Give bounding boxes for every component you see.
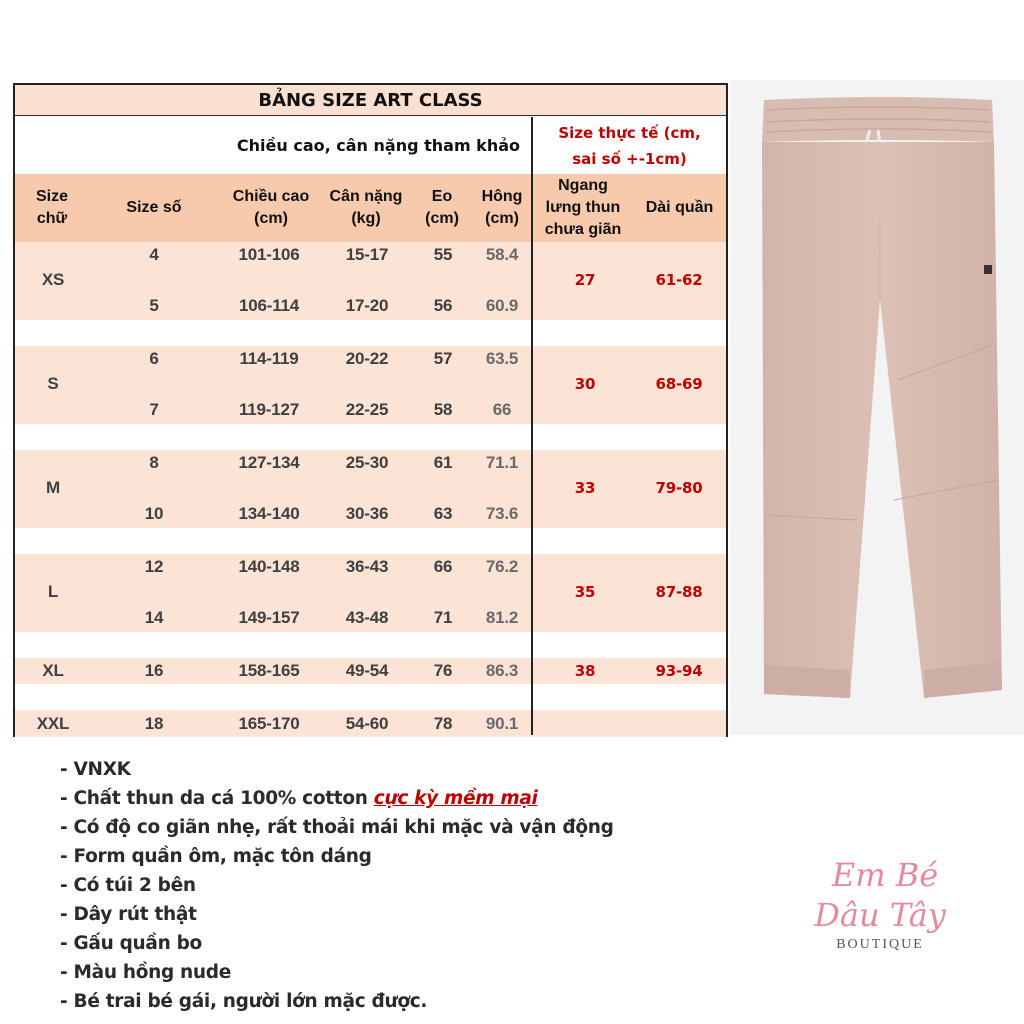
table-title: BẢNG SIZE ART CLASS	[15, 85, 726, 116]
size-number: 6	[149, 349, 159, 368]
waist-value: 58	[433, 400, 453, 419]
weight-range: 49-54	[345, 661, 389, 680]
waist-value: 57	[433, 349, 453, 368]
height-range: 119-127	[238, 400, 300, 419]
length-value: 87-88	[655, 583, 703, 601]
hip-value: 86.3	[485, 661, 519, 680]
height-range: 127-134	[238, 453, 300, 472]
hip-value: 58.4	[485, 245, 519, 264]
height-range: 106-114	[238, 296, 300, 315]
feature-emphasis: cực kỳ mềm mại	[373, 788, 538, 809]
weight-range: 15-17	[345, 245, 389, 264]
height-range: 149-157	[238, 608, 300, 627]
product-photo	[730, 80, 1024, 735]
waist-value: 78	[433, 714, 453, 733]
weight-range: 22-25	[345, 400, 389, 419]
length-value: 79-80	[655, 479, 703, 497]
height-range: 101-106	[238, 245, 300, 264]
size-number: 7	[149, 400, 159, 419]
weight-range: 30-36	[345, 504, 389, 523]
hip-value: 73.6	[485, 504, 519, 523]
waistband-value: 27	[574, 271, 596, 289]
size-letter: L	[47, 582, 59, 601]
header-height: Chiều cao (cm)	[232, 188, 310, 227]
waist-value: 71	[433, 608, 453, 627]
column-headers	[15, 174, 726, 242]
hip-value: 81.2	[485, 608, 519, 627]
header-size-letter: Size chữ	[35, 188, 68, 227]
feature-item: - Màu hồng nude	[60, 962, 231, 983]
header-waistband: Ngang lưng thun chưa giãn	[544, 177, 622, 238]
height-range: 134-140	[238, 504, 300, 523]
jogger-pants-image	[730, 80, 1024, 735]
length-value: 68-69	[655, 375, 703, 393]
height-range: 165-170	[238, 714, 300, 733]
feature-item: - Có túi 2 bên	[60, 875, 196, 896]
length-value: 93-94	[655, 662, 703, 680]
brand-subtitle: BOUTIQUE	[836, 937, 924, 952]
brand-name-line2: Dâu Tây	[814, 896, 946, 934]
waist-value: 76	[433, 661, 453, 680]
hip-value: 60.9	[485, 296, 519, 315]
actual-size-label-line1: Size thực tế (cm,	[558, 123, 701, 142]
header-hip: Hông (cm)	[481, 188, 523, 227]
hip-value: 63.5	[485, 349, 519, 368]
brand-name-line1: Em Bé	[831, 856, 939, 894]
weight-range: 17-20	[345, 296, 389, 315]
waistband-value: 33	[574, 479, 596, 497]
size-letter: XXL	[36, 714, 70, 733]
feature-item: - Bé trai bé gái, người lớn mặc được.	[60, 991, 428, 1012]
header-length: Dài quần	[645, 199, 714, 216]
size-number: 16	[144, 661, 164, 680]
weight-range: 43-48	[345, 608, 389, 627]
size-number: 18	[144, 714, 164, 733]
waist-value: 63	[433, 504, 453, 523]
actual-size-label-line2: sai số +-1cm)	[572, 149, 687, 168]
column-divider	[531, 117, 533, 735]
waistband-value: 35	[574, 583, 596, 601]
hip-value: 71.1	[485, 453, 519, 472]
waistband-value: 38	[574, 662, 596, 680]
feature-item: - Form quần ôm, mặc tôn dáng	[60, 846, 372, 867]
waist-value: 66	[433, 557, 453, 576]
waist-value: 55	[433, 245, 453, 264]
waistband-value: 30	[574, 375, 596, 393]
brand-logo	[780, 855, 980, 970]
weight-range: 36-43	[345, 557, 389, 576]
length-value: 61-62	[655, 271, 703, 289]
weight-range: 25-30	[345, 453, 389, 472]
hip-value: 66	[492, 400, 512, 419]
size-table	[13, 83, 728, 737]
feature-item: - Gấu quần bo	[60, 933, 202, 954]
header-size-number: Size số	[126, 199, 182, 216]
actual-size-label	[533, 117, 726, 174]
weight-range: 20-22	[345, 349, 389, 368]
height-range: 158-165	[238, 661, 300, 680]
waist-value: 61	[433, 453, 453, 472]
size-letter: M	[46, 478, 60, 497]
size-letter: XL	[42, 661, 64, 680]
size-letter: S	[47, 374, 59, 393]
size-number: 14	[144, 608, 164, 627]
waist-value: 56	[433, 296, 453, 315]
weight-range: 54-60	[345, 714, 389, 733]
size-number: 12	[144, 557, 164, 576]
feature-list	[60, 755, 700, 1016]
header-waist: Eo (cm)	[425, 188, 459, 227]
size-letter: XS	[41, 270, 65, 289]
hip-value: 76.2	[485, 557, 519, 576]
size-number: 10	[144, 504, 164, 523]
reference-label: Chiều cao, cân nặng tham khảo	[15, 117, 532, 174]
size-number: 5	[149, 296, 159, 315]
hip-value: 90.1	[485, 714, 519, 733]
feature-item: - Dây rút thật	[60, 904, 197, 925]
size-number: 4	[149, 245, 159, 264]
feature-item: - Có độ co giãn nhẹ, rất thoải mái khi mặc và vận động	[60, 817, 614, 838]
header-weight: Cân nặng (kg)	[329, 188, 403, 227]
height-range: 114-119	[239, 349, 299, 368]
feature-item: - VNXK	[60, 759, 131, 780]
height-range: 140-148	[238, 557, 300, 576]
feature-item: - Chất thun da cá 100% cotton cực kỳ mềm mại	[60, 788, 538, 809]
size-number: 8	[149, 453, 159, 472]
